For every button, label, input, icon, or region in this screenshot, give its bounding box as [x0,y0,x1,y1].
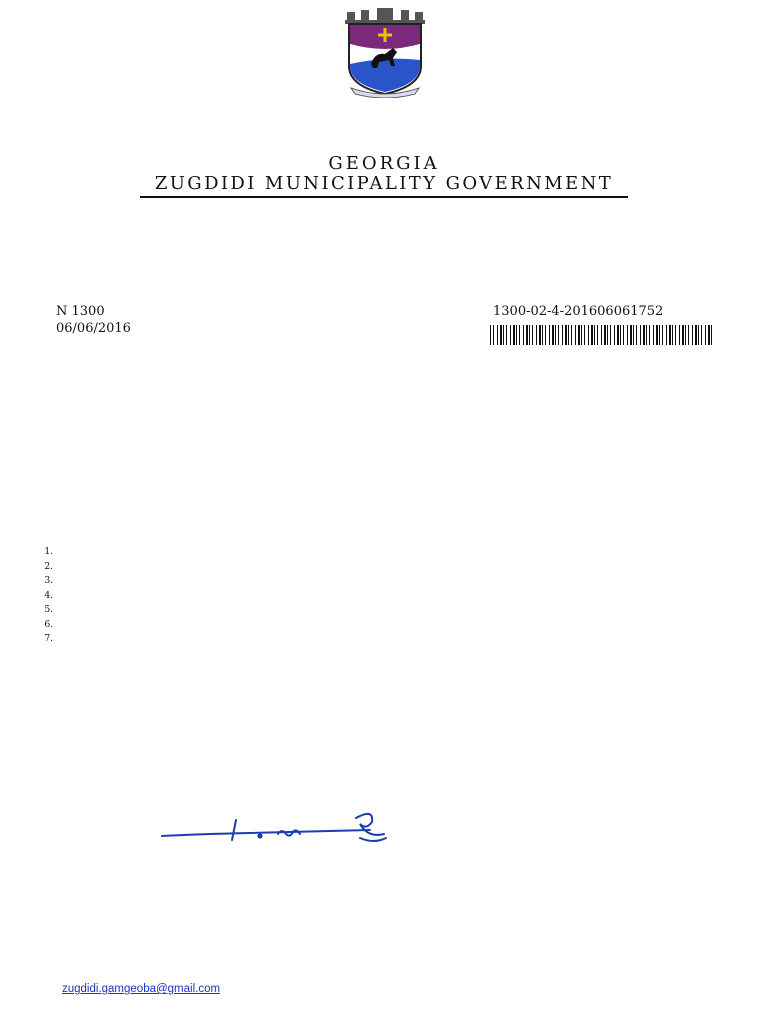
municipality-emblem [331,8,439,98]
handwritten-signature [160,808,410,853]
header-divider [140,196,628,198]
order-item [56,618,732,633]
order-item [56,560,732,575]
order-item [56,632,732,647]
order-item [56,545,732,560]
barcode [490,325,712,345]
title-en-country: GEORGIA [328,153,440,174]
order-item [56,574,732,589]
registration-code: 1300-02-4-201606061752 [493,304,664,319]
footer-email-link[interactable]: zugdidi.gamgeoba@gmail.com [62,983,221,995]
title-en-government: ZUGDIDI MUNICIPALITY GOVERNMENT [154,173,614,194]
order-item [56,589,732,604]
order-item [56,603,732,618]
document-number: N 1300 [56,304,105,319]
order-list [36,545,732,647]
document-date: 06/06/2016 [56,321,131,336]
footer-contacts [62,983,220,995]
